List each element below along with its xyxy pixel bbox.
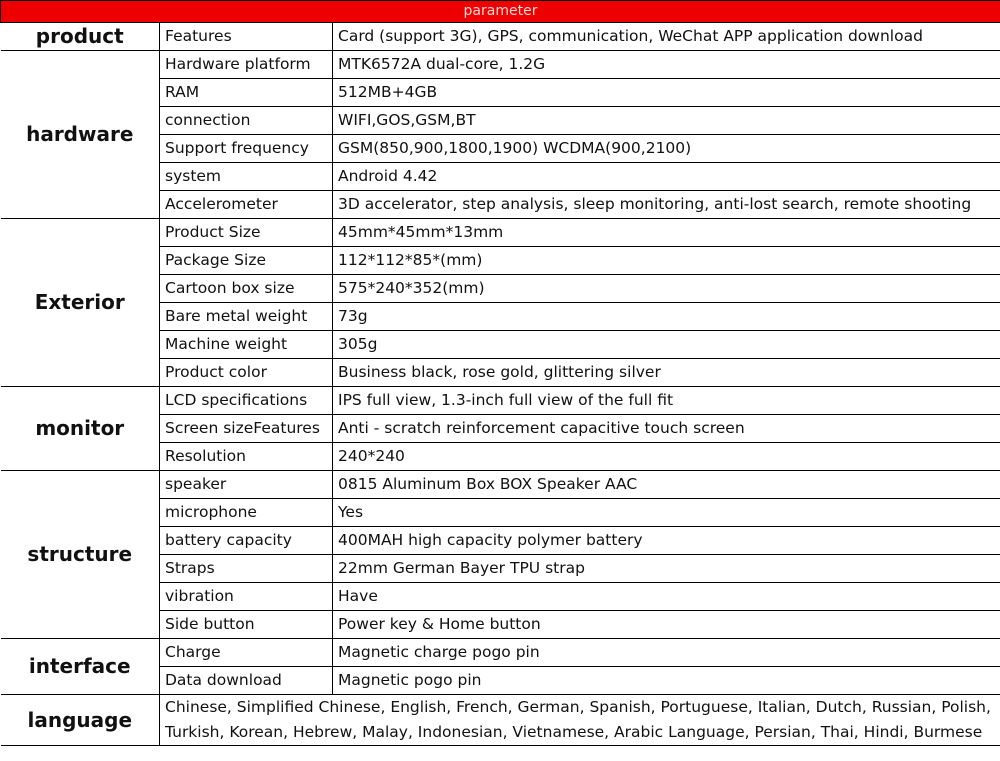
row-value: Yes: [333, 499, 1000, 527]
group-exterior: Exterior: [1, 219, 160, 387]
row-label: Support frequency: [160, 135, 333, 163]
table-row: [1, 639, 1000, 667]
table-row: [1, 387, 1000, 415]
row-value: 45mm*45mm*13mm: [333, 219, 1000, 247]
row-label: Data download: [160, 667, 333, 695]
table-row: [1, 219, 1000, 247]
row-value: Power key & Home button: [333, 611, 1000, 639]
row-value: 400MAH high capacity polymer battery: [333, 527, 1000, 555]
row-label: Product Size: [160, 219, 333, 247]
group-product: product: [1, 23, 160, 51]
group-structure: structure: [1, 471, 160, 639]
row-value: 305g: [333, 331, 1000, 359]
row-label: Package Size: [160, 247, 333, 275]
row-value: Card (support 3G), GPS, communication, WeChat APP application download: [333, 23, 1000, 51]
group-monitor: monitor: [1, 387, 160, 471]
row-value: 240*240: [333, 443, 1000, 471]
table-row: [1, 695, 1000, 746]
row-value: Android 4.42: [333, 163, 1000, 191]
row-value: 575*240*352(mm): [333, 275, 1000, 303]
row-label: vibration: [160, 583, 333, 611]
table-row: [1, 23, 1000, 51]
row-label: Product color: [160, 359, 333, 387]
row-value: GSM(850,900,1800,1900) WCDMA(900,2100): [333, 135, 1000, 163]
row-value: 0815 Aluminum Box BOX Speaker AAC: [333, 471, 1000, 499]
language-list: [160, 695, 1000, 746]
row-label: Bare metal weight: [160, 303, 333, 331]
row-value: Anti - scratch reinforcement capacitive touch screen: [333, 415, 1000, 443]
row-label: Straps: [160, 555, 333, 583]
row-label: Accelerometer: [160, 191, 333, 219]
row-label: Resolution: [160, 443, 333, 471]
row-label: Machine weight: [160, 331, 333, 359]
row-label: connection: [160, 107, 333, 135]
title-row: [1, 1, 1000, 23]
group-interface: interface: [1, 639, 160, 695]
row-value: Business black, rose gold, glittering silver: [333, 359, 1000, 387]
row-label: speaker: [160, 471, 333, 499]
table-row: [1, 471, 1000, 499]
row-value: Have: [333, 583, 1000, 611]
row-value: 512MB+4GB: [333, 79, 1000, 107]
row-label: microphone: [160, 499, 333, 527]
table-row: [1, 51, 1000, 79]
row-label: Charge: [160, 639, 333, 667]
row-label: RAM: [160, 79, 333, 107]
group-language: language: [1, 695, 160, 746]
row-label: battery capacity: [160, 527, 333, 555]
language-line-2: Turkish, Korean, Hebrew, Malay, Indonesian, Vietnamese, Arabic Language, Persian, Thai, Hindi, Burmese: [165, 723, 983, 741]
row-label: Screen sizeFeatures: [160, 415, 333, 443]
row-value: Magnetic pogo pin: [333, 667, 1000, 695]
row-value: 73g: [333, 303, 1000, 331]
row-label: system: [160, 163, 333, 191]
row-label: Cartoon box size: [160, 275, 333, 303]
language-line-1: Chinese, Simplified Chinese, English, French, German, Spanish, Portuguese, Italian, Dutch, Russian, Polish,: [165, 698, 991, 716]
row-value: WIFI,GOS,GSM,BT: [333, 107, 1000, 135]
row-label: Features: [160, 23, 333, 51]
row-value: 22mm German Bayer TPU strap: [333, 555, 1000, 583]
row-value: 3D accelerator, step analysis, sleep monitoring, anti-lost search, remote shooting: [333, 191, 1000, 219]
row-value: MTK6572A dual-core, 1.2G: [333, 51, 1000, 79]
row-label: Side button: [160, 611, 333, 639]
table-title: parameter: [1, 1, 1000, 23]
row-label: LCD specifications: [160, 387, 333, 415]
group-hardware: hardware: [1, 51, 160, 219]
row-value: IPS full view, 1.3-inch full view of the full fit: [333, 387, 1000, 415]
row-label: Hardware platform: [160, 51, 333, 79]
row-value: 112*112*85*(mm): [333, 247, 1000, 275]
row-value: Magnetic charge pogo pin: [333, 639, 1000, 667]
